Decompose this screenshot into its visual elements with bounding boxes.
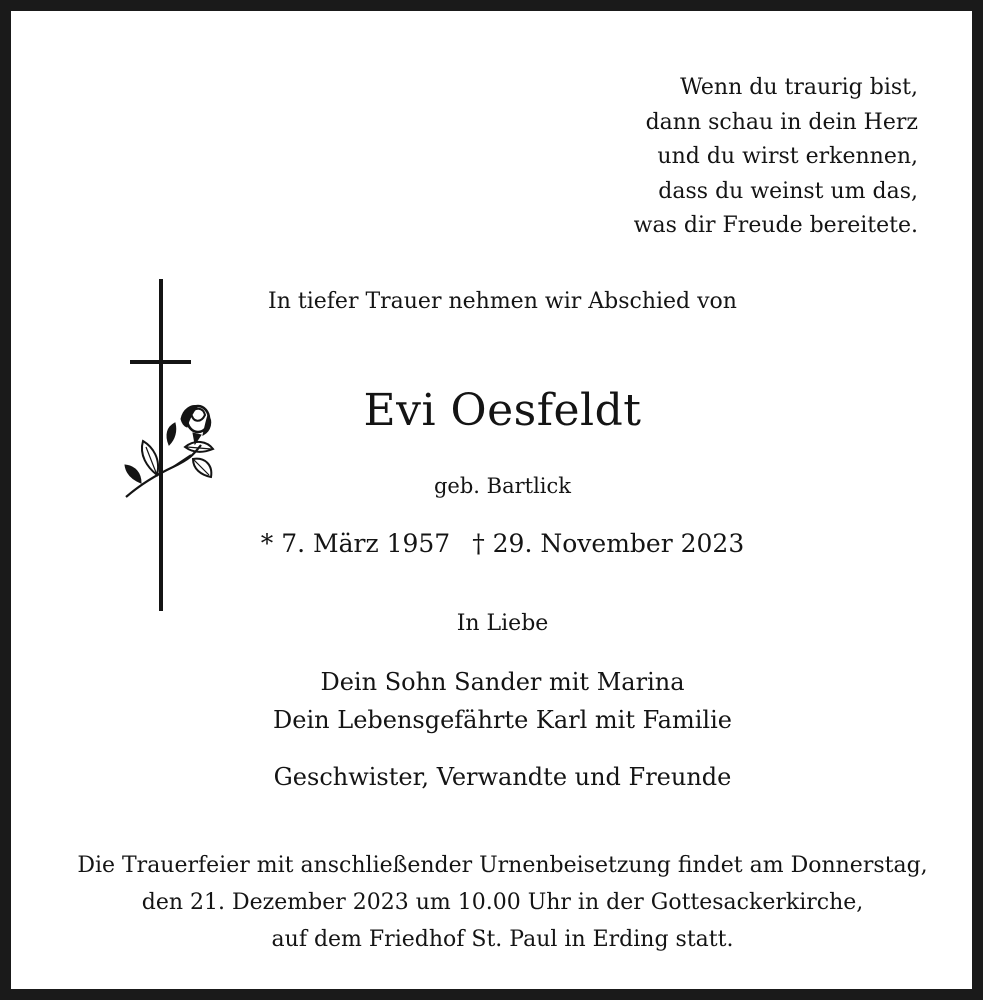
mourners-list	[11, 663, 983, 739]
poem-line: und du wirst erkennen,	[657, 144, 918, 169]
ceremony-line: auf dem Friedhof St. Paul in Erding statt.	[271, 927, 734, 952]
cross-with-rose-icon	[121, 279, 221, 613]
death-date: † 29. November 2023	[472, 529, 745, 558]
poem-line: dann schau in dein Herz	[645, 109, 918, 135]
life-dates	[11, 529, 983, 558]
other-mourners: Geschwister, Verwandte und Freunde	[273, 763, 732, 791]
deceased-name-line	[11, 385, 983, 436]
poem-line: was dir Freude bereitete.	[633, 213, 918, 238]
cross-icon	[130, 279, 191, 611]
poem-line: Wenn du traurig bist,	[680, 75, 918, 100]
birth-name: geb. Bartlick	[433, 474, 571, 498]
closing-phrase: In Liebe	[456, 611, 549, 636]
birth-date: * 7. März 1957	[260, 529, 451, 558]
mourner-line: Dein Lebensgefährte Karl mit Familie	[273, 706, 732, 734]
intro-text: In tiefer Trauer nehmen wir Abschied von	[268, 289, 737, 314]
deceased-name: Evi Oesfeldt	[363, 385, 642, 436]
ceremony-notice	[11, 847, 983, 958]
ceremony-line: den 21. Dezember 2023 um 10.00 Uhr in der Gottesackerkirche,	[141, 890, 864, 915]
mourner-line: Dein Sohn Sander mit Marina	[320, 668, 685, 696]
poem-line: dass du weinst um das,	[658, 178, 918, 204]
poem	[634, 71, 918, 244]
ceremony-line: Die Trauerfeier mit anschließender Urnenbeisetzung findet am Donnerstag,	[77, 853, 928, 878]
